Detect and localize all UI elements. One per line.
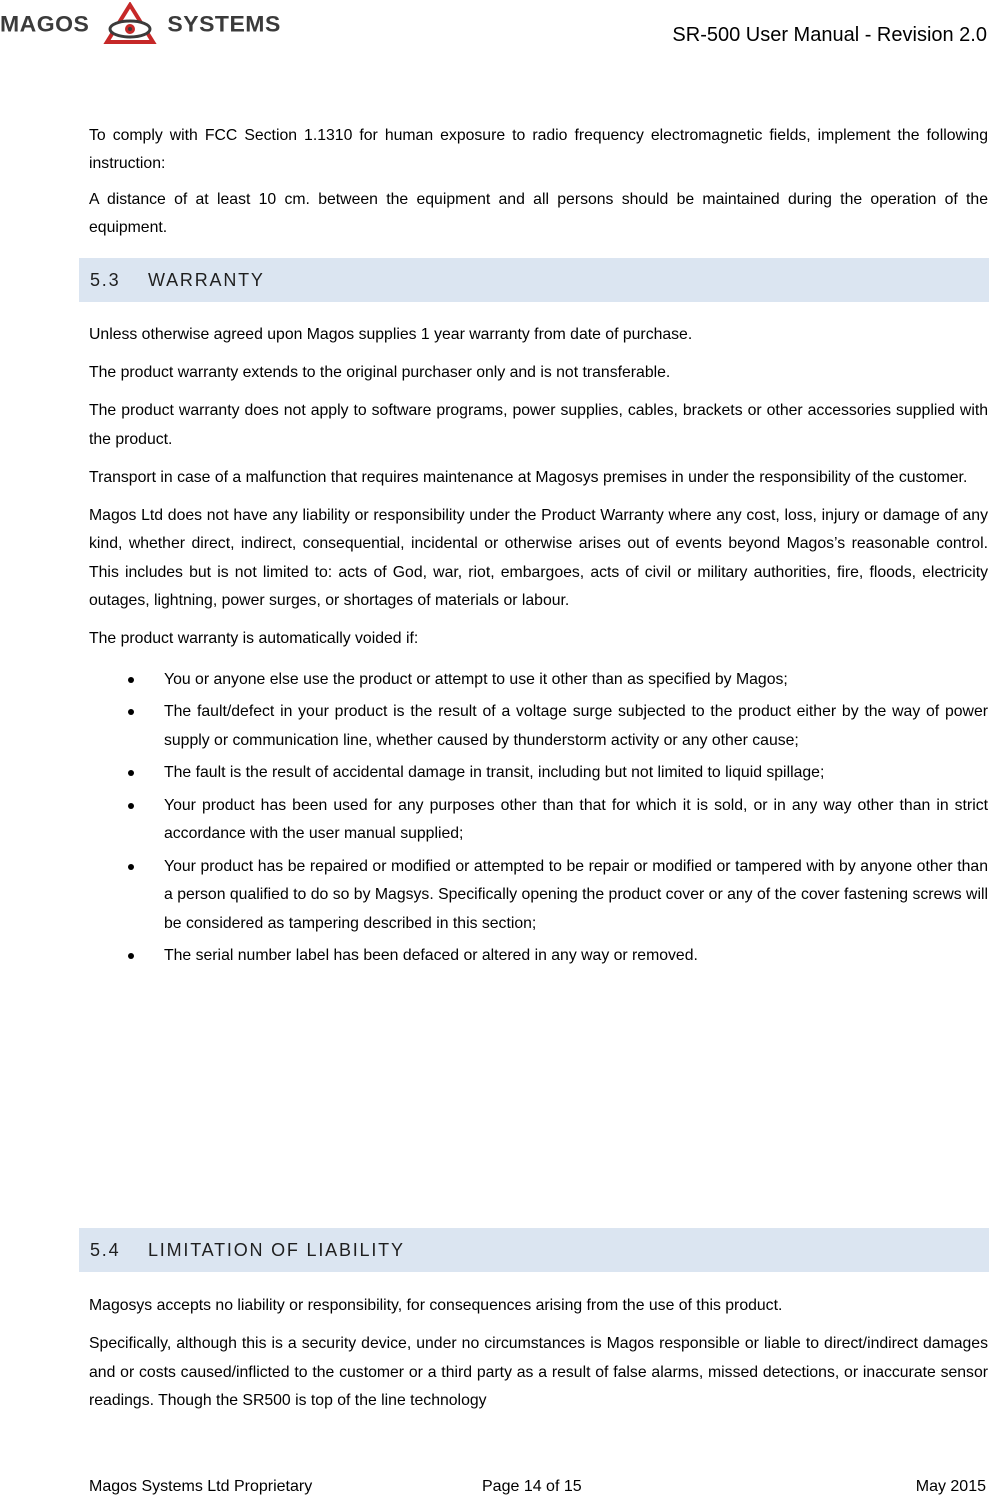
list-item: Your product has be repaired or modified or attempted to be repair or modified or tampered with by anyone other than a person qualified to do so by Magsys. Specifically opening the product cover or any of the cover fastening screws will be considered as tampering described in this section; [89, 853, 988, 939]
section-number: 5.3 [90, 269, 121, 290]
bullet-icon [128, 770, 134, 776]
bullet-icon [128, 677, 134, 683]
warranty-paragraph: The product warranty does not apply to software programs, power supplies, cables, brackets or other accessories supplied with the product. [89, 402, 988, 448]
document-title: SR-500 User Manual - Revision 2.0 [672, 24, 987, 46]
distance-paragraph: A distance of at least 10 cm. between the equipment and all persons should be maintained during the operation of the equipment. [89, 191, 988, 236]
list-item: The fault is the result of accidental damage in transit, including but not limited to liquid spillage; [89, 759, 988, 788]
bullet-icon [128, 864, 134, 870]
section-heading-warranty [79, 258, 989, 302]
list-item: The fault/defect in your product is the result of a voltage surge subjected to the product either by the way of power supply or communication line, whether caused by thunderstorm activity or any other cause; [89, 698, 988, 755]
section-heading-liability [79, 1228, 989, 1272]
warranty-paragraph: Transport in case of a malfunction that requires maintenance at Magosys premises in under the responsibility of the customer. [89, 468, 968, 486]
list-item: Your product has been used for any purposes other than that for which it is sold, or in any way other than in strict accordance with the user manual supplied; [89, 792, 988, 849]
liability-paragraph: Magosys accepts no liability or responsibility, for consequences arising from the use of this product. [89, 1297, 783, 1314]
warranty-body [89, 321, 988, 975]
warranty-paragraph: Magos Ltd does not have any liability or responsibility under the Product Warranty where any cost, loss, injury or damage of any kind, whether direct, indirect, consequential, incidental or otherwise arises out of events beyond Magos’s reasonable control. This includes but is not limited to: acts of God, war, riot, embargoes, acts of civil or military authorities, fire, floods, electricity outages, lightning, power surges, or shortages of materials or labour. [89, 506, 988, 609]
void-conditions-list [89, 666, 988, 971]
warranty-paragraph: The product warranty is automatically voided if: [89, 630, 419, 647]
logo-text-right: SYSTEMS [167, 11, 281, 36]
company-logo [0, 2, 281, 46]
section-title: WARRANTY [148, 269, 265, 290]
logo-text-left: MAGOS [0, 11, 90, 36]
bullet-icon [128, 953, 134, 959]
liability-body [89, 1292, 988, 1425]
footer-proprietary: Magos Systems Ltd Proprietary [89, 1478, 313, 1495]
footer-page-number: Page 14 of 15 [482, 1478, 582, 1495]
eye-triangle-icon [103, 2, 157, 46]
page-header [0, 0, 989, 60]
list-item: The serial number label has been defaced or altered in any way or removed. [89, 942, 988, 971]
intro-text [89, 122, 988, 250]
fcc-paragraph: To comply with FCC Section 1.1310 for human exposure to radio frequency electromagnetic fields, implement the following instruction: [89, 127, 988, 172]
bullet-icon [128, 803, 134, 809]
list-item: You or anyone else use the product or attempt to use it other than as specified by Magos; [89, 666, 988, 695]
warranty-paragraph: Unless otherwise agreed upon Magos supplies 1 year warranty from date of purchase. [89, 326, 693, 343]
bullet-icon [128, 709, 134, 715]
section-title: LIMITATION OF LIABILITY [148, 1239, 405, 1260]
liability-paragraph: Specifically, although this is a security device, under no circumstances is Magos responsible or liable to direct/indirect damages and or costs caused/inflicted to the customer or a third party as a result of false alarms, missed detections, or inaccurate sensor readings. Though the SR500 is top of the line technology [89, 1335, 988, 1409]
footer-date: May 2015 [915, 1478, 986, 1495]
section-number: 5.4 [90, 1239, 121, 1260]
page-footer [89, 1478, 988, 1502]
warranty-paragraph: The product warranty extends to the original purchaser only and is not transferable. [89, 364, 671, 381]
